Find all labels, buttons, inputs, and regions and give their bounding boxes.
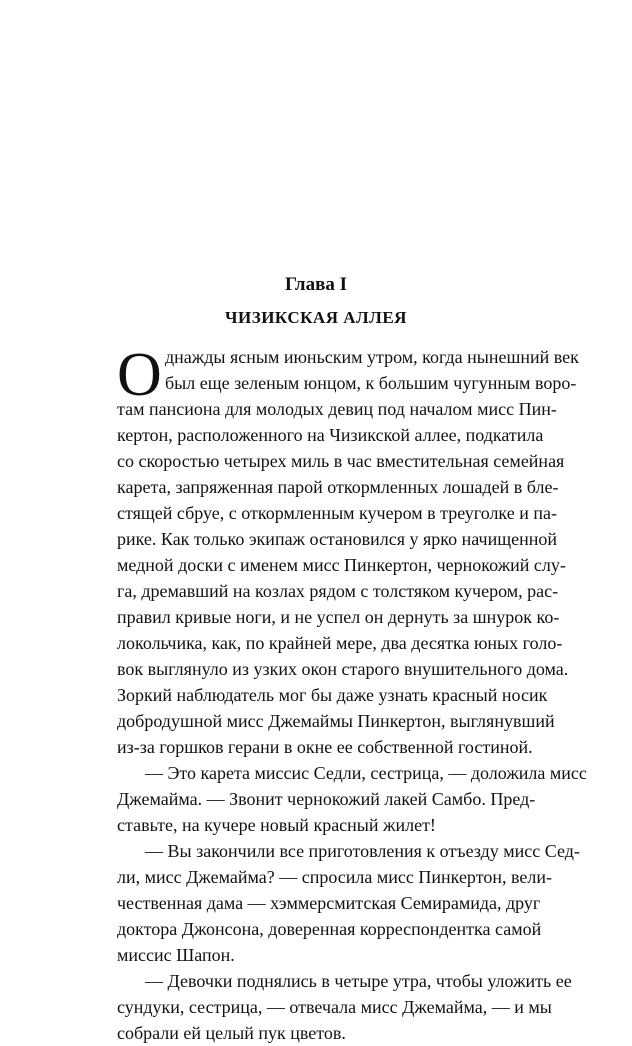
text-line: правил кривые ноги, и не успел он дернуть за шнурок ко- — [117, 607, 560, 627]
text-line: медной доски с именем мисс Пинкертон, чернокожий слу- — [117, 555, 566, 575]
text-line: из-за горшков герани в окне ее собственной гостиной. — [117, 737, 533, 757]
text-line: со скоростью четырех миль в час вместительная семейная — [117, 451, 565, 471]
text-line: добродушной мисс Джемаймы Пинкертон, выглянувший — [117, 711, 555, 731]
text-line: вок выглянуло из узких окон старого внушительного дома. — [117, 659, 569, 679]
text-line: Джемайма. — Звонит чернокожий лакей Самбо. Пред- — [117, 789, 536, 809]
text-line: там пансиона для молодых девиц под началом мисс Пин- — [117, 399, 557, 419]
drop-cap: О — [117, 341, 162, 409]
text-line: чественная дама — хэммерсмитская Семирамида, друг — [117, 893, 541, 913]
text-line: кертон, расположенного на Чизикской аллее, подкатила — [117, 425, 544, 445]
text-line: был еще зеленым юнцом, к большим чугунным воро- — [165, 373, 577, 393]
text-line: локольчика, как, по крайней мере, два десятка юных голо- — [117, 633, 563, 653]
text-line: Зоркий наблюдатель мог бы даже узнать красный носик — [117, 685, 548, 705]
text-line: ставьте, на кучере новый красный жилет! — [117, 815, 436, 835]
text-line: ли, мисс Джемайма? — спросила мисс Пинкертон, вели- — [117, 867, 552, 887]
chapter-title: ЧИЗИКСКАЯ АЛЛЕЯ — [225, 308, 407, 327]
text-line: сундуки, сестрица, — отвечала мисс Джемайма, — и мы — [117, 997, 552, 1017]
text-line: миссис Шапон. — [117, 945, 235, 965]
text-line: — Девочки поднялись в четыре утра, чтобы уложить ее — [145, 971, 572, 991]
text-line: — Вы закончили все приготовления к отъезду мисс Сед- — [145, 841, 580, 861]
text-line: собрали ей целый пук цветов. — [117, 1023, 346, 1043]
text-line: днажды ясным июньским утром, когда нынешний век — [165, 347, 579, 367]
text-line: карета, запряженная парой откормленных лошадей в бле- — [117, 477, 559, 497]
text-line: га, дремавший на козлах рядом с толстяком кучером, рас- — [117, 581, 559, 601]
chapter-number: Глава I — [284, 274, 347, 295]
text-line: стящей сбруе, с откормленным кучером в треуголке и па- — [117, 503, 557, 523]
text-line: — Это карета миссис Седли, сестрица, — доложила мисс — [145, 763, 587, 783]
text-line: рике. Как только экипаж остановился у ярко начищенной — [117, 529, 557, 549]
text-line: доктора Джонсона, доверенная корреспондентка самой — [117, 919, 542, 939]
